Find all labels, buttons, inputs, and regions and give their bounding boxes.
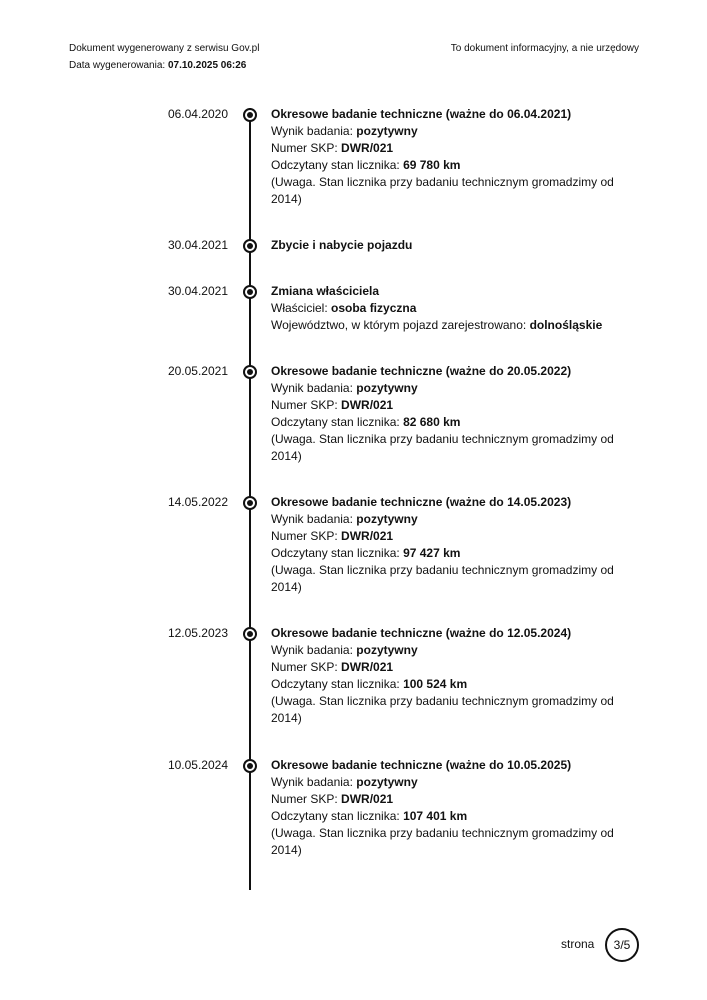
result-label: Wynik badania: <box>271 643 357 657</box>
skp-value: DWR/021 <box>341 398 394 412</box>
odometer-reading <box>271 676 641 693</box>
entry-date: 06.04.2020 <box>167 107 228 121</box>
result-label: Wynik badania: <box>271 775 357 789</box>
entry-title: Okresowe badanie techniczne (ważne do 20.05.2022) <box>271 364 572 378</box>
page-label: strona <box>561 937 595 951</box>
result-label: Wynik badania: <box>271 124 357 138</box>
result-value: pozytywny <box>356 124 418 138</box>
timeline-dot-icon <box>243 239 257 253</box>
skp-number <box>271 528 641 545</box>
result-label: Wynik badania: <box>271 381 357 395</box>
entry-body <box>271 237 641 254</box>
document-header-right <box>451 40 639 57</box>
inspection-result <box>271 774 641 791</box>
timeline-dot-icon <box>243 365 257 379</box>
skp-value: DWR/021 <box>341 660 394 674</box>
voivodeship-label: Województwo, w którym pojazd zarejestrowano: <box>271 318 530 332</box>
odometer-reading <box>271 157 641 174</box>
entry-title: Okresowe badanie techniczne (ważne do 14.05.2023) <box>271 495 572 509</box>
voivodeship-value: dolnośląskie <box>529 318 603 332</box>
skp-label: Numer SKP: <box>271 398 342 412</box>
timeline-dot-icon <box>243 627 257 641</box>
skp-label: Numer SKP: <box>271 660 342 674</box>
timeline-dot-icon <box>243 496 257 510</box>
entry-date: 10.05.2024 <box>167 758 228 772</box>
result-value: pozytywny <box>356 775 418 789</box>
skp-number <box>271 140 641 157</box>
owner-value: osoba fizyczna <box>331 301 417 315</box>
entry-date: 30.04.2021 <box>167 238 228 252</box>
skp-label: Numer SKP: <box>271 529 342 543</box>
entry-body <box>271 625 641 727</box>
inspection-result <box>271 642 641 659</box>
skp-value: DWR/021 <box>341 529 394 543</box>
result-value: pozytywny <box>356 381 418 395</box>
owner-line <box>271 300 641 317</box>
document-header-left <box>69 40 259 74</box>
skp-value: DWR/021 <box>341 141 394 155</box>
skp-number <box>271 397 641 414</box>
entry-title: Okresowe badanie techniczne (ważne do 12.05.2024) <box>271 626 572 640</box>
entry-date: 14.05.2022 <box>167 495 228 509</box>
timeline-dot-icon <box>243 285 257 299</box>
generated-date-line <box>69 57 259 74</box>
odometer-reading <box>271 545 641 562</box>
odometer-label: Odczytany stan licznika: <box>271 809 404 823</box>
skp-number <box>271 791 641 808</box>
skp-label: Numer SKP: <box>271 141 342 155</box>
result-label: Wynik badania: <box>271 512 357 526</box>
odometer-note: (Uwaga. Stan licznika przy badaniu technicznym gromadzimy od 2014) <box>271 826 614 857</box>
odometer-value: 82 680 km <box>403 415 461 429</box>
inspection-result <box>271 511 641 528</box>
page-number-badge: 3/5 <box>605 928 639 962</box>
skp-label: Numer SKP: <box>271 792 342 806</box>
entry-date: 12.05.2023 <box>167 626 228 640</box>
entry-title: Zbycie i nabycie pojazdu <box>271 238 413 252</box>
skp-value: DWR/021 <box>341 792 394 806</box>
generated-source-text: Dokument wygenerowany z serwisu Gov.pl <box>69 43 260 54</box>
entry-date: 30.04.2021 <box>167 284 228 298</box>
inspection-result <box>271 380 641 397</box>
informational-notice: To dokument informacyjny, a nie urzędowy <box>450 43 639 54</box>
odometer-value: 69 780 km <box>403 158 461 172</box>
odometer-note: (Uwaga. Stan licznika przy badaniu technicznym gromadzimy od 2014) <box>271 432 614 463</box>
entry-title: Zmiana właściciela <box>271 284 380 298</box>
entry-body <box>271 283 641 334</box>
odometer-reading <box>271 808 641 825</box>
entry-title: Okresowe badanie techniczne (ważne do 10.05.2025) <box>271 758 572 772</box>
entry-body <box>271 363 641 465</box>
entry-body <box>271 757 641 859</box>
odometer-reading <box>271 414 641 431</box>
odometer-note: (Uwaga. Stan licznika przy badaniu technicznym gromadzimy od 2014) <box>271 694 614 725</box>
odometer-value: 107 401 km <box>403 809 468 823</box>
result-value: pozytywny <box>356 643 418 657</box>
odometer-note: (Uwaga. Stan licznika przy badaniu technicznym gromadzimy od 2014) <box>271 175 614 206</box>
odometer-label: Odczytany stan licznika: <box>271 158 404 172</box>
entry-title: Okresowe badanie techniczne (ważne do 06.04.2021) <box>271 107 572 121</box>
timeline-dot-icon <box>243 759 257 773</box>
result-value: pozytywny <box>356 512 418 526</box>
odometer-note: (Uwaga. Stan licznika przy badaniu technicznym gromadzimy od 2014) <box>271 563 614 594</box>
skp-number <box>271 659 641 676</box>
odometer-value: 100 524 km <box>403 677 468 691</box>
odometer-value: 97 427 km <box>403 546 461 560</box>
timeline-dot-icon <box>243 108 257 122</box>
owner-label: Właściciel: <box>271 301 332 315</box>
entry-body <box>271 106 641 208</box>
odometer-label: Odczytany stan licznika: <box>271 677 404 691</box>
odometer-label: Odczytany stan licznika: <box>271 546 404 560</box>
entry-date: 20.05.2021 <box>167 364 228 378</box>
generated-date-value: 07.10.2025 06:26 <box>167 60 247 71</box>
generated-date-label: Data wygenerowania: <box>69 60 168 71</box>
inspection-result <box>271 123 641 140</box>
entry-body <box>271 494 641 596</box>
voivodeship-line <box>271 317 641 334</box>
odometer-label: Odczytany stan licznika: <box>271 415 404 429</box>
